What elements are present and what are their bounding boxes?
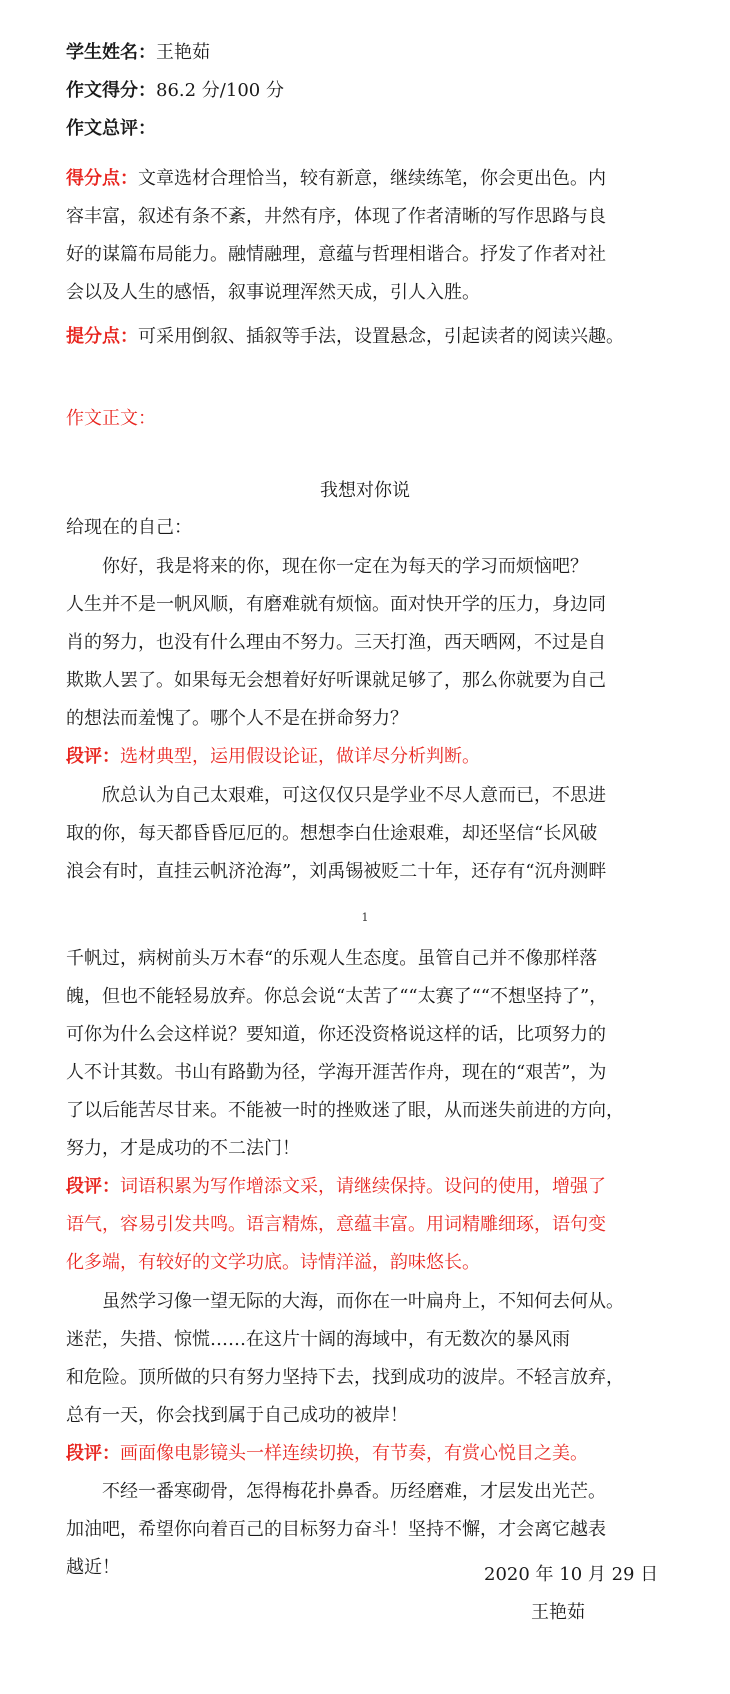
essay-paragraph-1 bbox=[66, 548, 666, 738]
score-label: 作文得分： bbox=[66, 80, 156, 101]
essay-line: 取的你，每天都昏昏厄厄的。想想李白仕途艰难，却还坚信“长风破 bbox=[66, 823, 598, 844]
essay-line: 和危险。顶所做的只有努力坚持下去，找到成功的波岸。不轻言放弃， bbox=[66, 1367, 624, 1388]
improve-label: 提分点： bbox=[66, 326, 138, 347]
page-number: 1 bbox=[361, 911, 369, 924]
essay-line: 的想法而羞愧了。哪个人不是在拼命努力？ bbox=[66, 708, 408, 729]
essay-line: 欣总认为自己太艰难，可这仅仅只是学业不尽人意而已，不思进 bbox=[102, 785, 606, 806]
paragraph-comment-1 bbox=[66, 738, 666, 776]
comment-label: 段评： bbox=[66, 1176, 120, 1197]
essay-paragraph-3 bbox=[66, 1283, 666, 1435]
essay-signature: 王艳茹 bbox=[531, 1602, 585, 1623]
essay-line: 了以后能苦尽甘来。不能被一时的挫败迷了眼，从而迷失前进的方向， bbox=[66, 1100, 624, 1121]
improve-text: 可采用倒叙、插叙等手法，设置悬念，引起读者的阅读兴趣。 bbox=[138, 326, 624, 347]
merit-line: 容丰富，叙述有条不紊，井然有序，体现了作者清晰的写作思路与良 bbox=[66, 206, 606, 227]
comment-label: 段评： bbox=[66, 746, 120, 767]
essay-line: 迷茫，失措、惊慌……在这片十阔的海域中，有无数次的暴风雨 bbox=[66, 1329, 570, 1350]
essay-line: 千帆过，病树前头万木春“的乐观人生态度。虽管自己并不像那样落 bbox=[66, 948, 598, 969]
merit-label: 得分点： bbox=[66, 168, 138, 189]
overall-review-label: 作文总评： bbox=[66, 118, 156, 139]
comment-text: 画面像电影镜头一样连续切换，有节奏，有赏心悦目之美。 bbox=[120, 1443, 588, 1464]
comment-text: 词语积累为写作增添文采，请继续保持。设问的使用，增强了 bbox=[120, 1176, 606, 1197]
essay-line: 魄，但也不能轻易放弃。你总会说“太苦了““太赛了““不想坚持了”， bbox=[66, 986, 608, 1007]
essay-line: 人生并不是一帆风顺，有磨难就有烦恼。面对快开学的压力，身边同 bbox=[66, 594, 606, 615]
student-name-label: 学生姓名： bbox=[66, 42, 156, 63]
comment-text: 选材典型，运用假设论证，做详尽分析判断。 bbox=[120, 746, 480, 767]
essay-date: 2020 年 10 月 29 日 bbox=[484, 1564, 659, 1585]
paragraph-comment-2 bbox=[66, 1168, 666, 1282]
comment-label: 段评： bbox=[66, 1443, 120, 1464]
essay-line: 虽然学习像一望无际的大海，而你在一叶扁舟上，不知何去何从。 bbox=[102, 1291, 624, 1312]
essay-line: 总有一天，你会找到属于自己成功的被岸！ bbox=[66, 1405, 408, 1426]
comment-text: 化多端，有较好的文学功底。诗情洋溢，韵味悠长。 bbox=[66, 1252, 480, 1273]
essay-line: 你好，我是将来的你，现在你一定在为每天的学习而烦恼吧？ bbox=[102, 556, 588, 577]
essay-section-label: 作文正文： bbox=[66, 408, 156, 429]
essay-line: 欺欺人罢了。如果每无会想着好好听课就足够了，那么你就要为自己 bbox=[66, 670, 606, 691]
essay-salutation: 给现在的自己： bbox=[66, 517, 192, 538]
essay-line: 人不计其数。书山有路勤为径，学海开涯苦作舟，现在的“艰苦”，为 bbox=[66, 1062, 607, 1083]
essay-line: 可你为什么会这样说？要知道，你还没资格说这样的话，比项努力的 bbox=[66, 1024, 606, 1045]
paragraph-comment-3 bbox=[66, 1435, 666, 1473]
score-row bbox=[66, 76, 284, 102]
merit-line: 好的谋篇布局能力。融情融理，意蕴与哲理相谐合。抒发了作者对社 bbox=[66, 244, 606, 265]
essay-line: 加油吧，希望你向着百己的目标努力奋斗！坚持不懈，才会离它越表 bbox=[66, 1519, 606, 1540]
comment-text: 语气，容易引发共鸣。语言精炼，意蕴丰富。用词精雕细琢，语句变 bbox=[66, 1214, 606, 1235]
merit-paragraph bbox=[66, 160, 666, 312]
student-name-value: 王艳茹 bbox=[156, 42, 210, 63]
score-value: 86.2 分/100 分 bbox=[156, 80, 284, 101]
merit-line: 会以及人生的感悟，叙事说理浑然天成，引人入胜。 bbox=[66, 282, 480, 303]
essay-line: 浪会有时，直挂云帆济沧海”，刘禹锡被贬二十年，还存有“沉舟测畔 bbox=[66, 861, 607, 882]
essay-paragraph-2-continued bbox=[66, 940, 666, 1168]
merit-line: 文章选材合理恰当，较有新意，继续练笔，你会更出色。内 bbox=[138, 168, 606, 189]
essay-line: 肖的努力，也没有什么理由不努力。三天打渔，西天晒网，不过是自 bbox=[66, 632, 606, 653]
improve-paragraph bbox=[66, 318, 666, 356]
essay-line: 不经一番寒砌骨，怎得梅花扑鼻香。历经磨难，才层发出光芒。 bbox=[102, 1481, 606, 1502]
essay-title: 我想对你说 bbox=[320, 480, 410, 501]
essay-line: 努力，才是成功的不二法门！ bbox=[66, 1138, 300, 1159]
student-name-row bbox=[66, 38, 210, 64]
essay-line: 越近！ bbox=[66, 1557, 120, 1578]
essay-paragraph-2 bbox=[66, 777, 666, 891]
